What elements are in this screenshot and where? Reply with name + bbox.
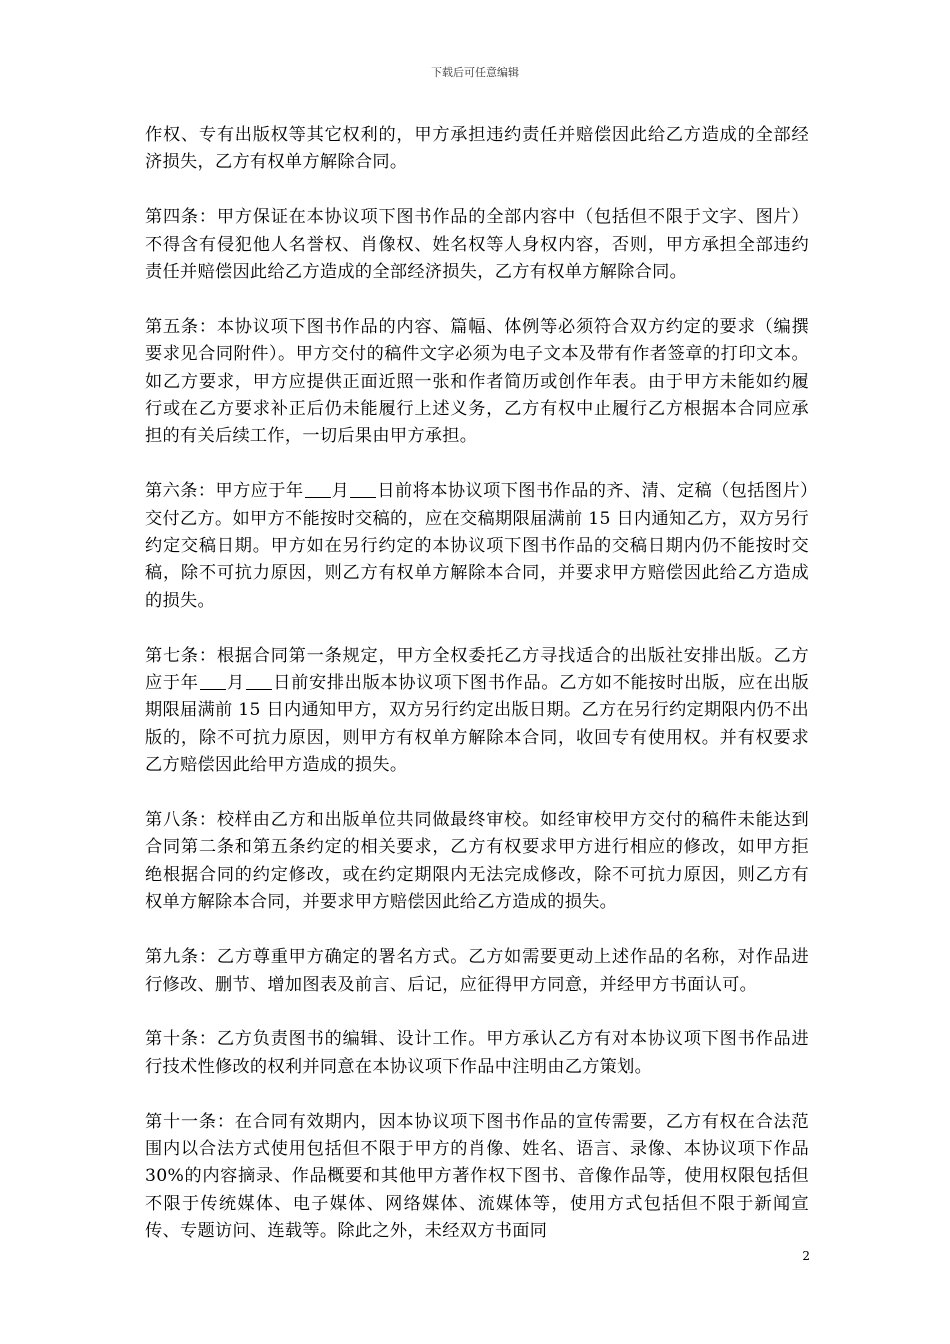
paragraph-article-5: 第五条：本协议项下图书作品的内容、篇幅、体例等必须符合双方约定的要求（编撰要求见合同附件）。甲方交付的稿件文字必须为电子文本及带有作者签章的打印文本。如乙方要求，甲方应提供正面近照一张和作者简历或创作年表。由于甲方未能如约履行或在乙方要求补正后仍未能履行上述义务，乙方有权中止履行乙方根据本合同应承担的有关后续工作，一切后果由甲方承担。 — [145, 316, 809, 447]
paragraph-article-4: 第四条：甲方保证在本协议项下图书作品的全部内容中（包括但不限于文字、图片）不得含有侵犯他人名誉权、肖像权、姓名权等人身权内容，否则，甲方承担全部违约责任并赔偿因此给乙方造成的全部经济损失，乙方有权单方解除合同。 — [145, 207, 809, 283]
article-7-text-part2: 月 — [226, 673, 245, 694]
paragraph-continuation: 作权、专有出版权等其它权利的，甲方承担违约责任并赔偿因此给乙方造成的全部经济损失，乙方有权单方解除合同。 — [145, 125, 809, 173]
article-6-text-part2: 月 — [331, 481, 350, 502]
page-header: 下载后可任意编辑 — [431, 66, 519, 79]
page-number: 2 — [802, 1249, 810, 1263]
article-6-text-part1: 第六条：甲方应于年 — [145, 481, 304, 502]
paragraph-article-7 — [145, 643, 809, 780]
paragraph-article-6 — [145, 478, 809, 615]
blank-month-field — [305, 480, 331, 498]
blank-month-field — [200, 672, 226, 690]
blank-day-field — [350, 480, 376, 498]
paragraph-article-9: 第九条：乙方尊重甲方确定的署名方式。乙方如需要更动上述作品的名称，对作品进行修改、删节、增加图表及前言、后记，应征得甲方同意，并经甲方书面认可。 — [145, 947, 809, 995]
document-body — [145, 122, 809, 1273]
article-6-text-part3: 日前将本协议项下图书作品的齐、清、定稿（包括图片）交付乙方。如甲方不能按时交稿的，应在交稿期限届满前 15 日内通知乙方，双方另行约定交稿日期。甲方如在另行约定的本协议项下图书作品的交稿日期内仍不能按时交稿，除不可抗力原因，则乙方有权单方解除本合同，并要求甲方赔偿因此给乙方造成的损失。 — [145, 481, 810, 611]
article-7-text-part1: 第七条：根据合同第一条规定，甲方全权委托乙方寻找适合的出版社安排出版。乙方应于年 — [145, 645, 809, 694]
paragraph-article-11: 第十一条：在合同有效期内，因本协议项下图书作品的宣传需要，乙方有权在合法范围内以合法方式使用包括但不限于甲方的肖像、姓名、语言、录像、本协议项下作品 30%的内容摘录、作品概要和其他甲方著作权下图书、音像作品等，使用权限包括但不限于传统媒体、电子媒体、网络媒体、流媒体等，使用方式包括但不限于新闻宣传、专题访问、连载等。除此之外，未经双方书面同 — [145, 1111, 809, 1242]
paragraph-article-10: 第十条：乙方负责图书的编辑、设计工作。甲方承认乙方有对本协议项下图书作品进行技术性修改的权利并同意在本协议项下作品中注明由乙方策划。 — [145, 1029, 809, 1077]
blank-day-field — [246, 672, 272, 690]
article-7-text-part3: 日前安排出版本协议项下图书作品。乙方如不能按时出版，应在出版期限届满前 15 日内通知甲方，双方另行约定出版日期。乙方在另行约定期限内仍不出版的，除不可抗力原因，则甲方有权单方解除本合同，收回专有使用权。并有权要求乙方赔偿因此给甲方造成的损失。 — [145, 673, 809, 776]
paragraph-article-8: 第八条：校样由乙方和出版单位共同做最终审校。如经审校甲方交付的稿件未能达到合同第二条和第五条约定的相关要求，乙方有权要求甲方进行相应的修改，如甲方拒绝根据合同的约定修改，或在约定期限内无法完成修改，除不可抗力原因，则乙方有权单方解除本合同，并要求甲方赔偿因此给乙方造成的损失。 — [145, 810, 809, 913]
